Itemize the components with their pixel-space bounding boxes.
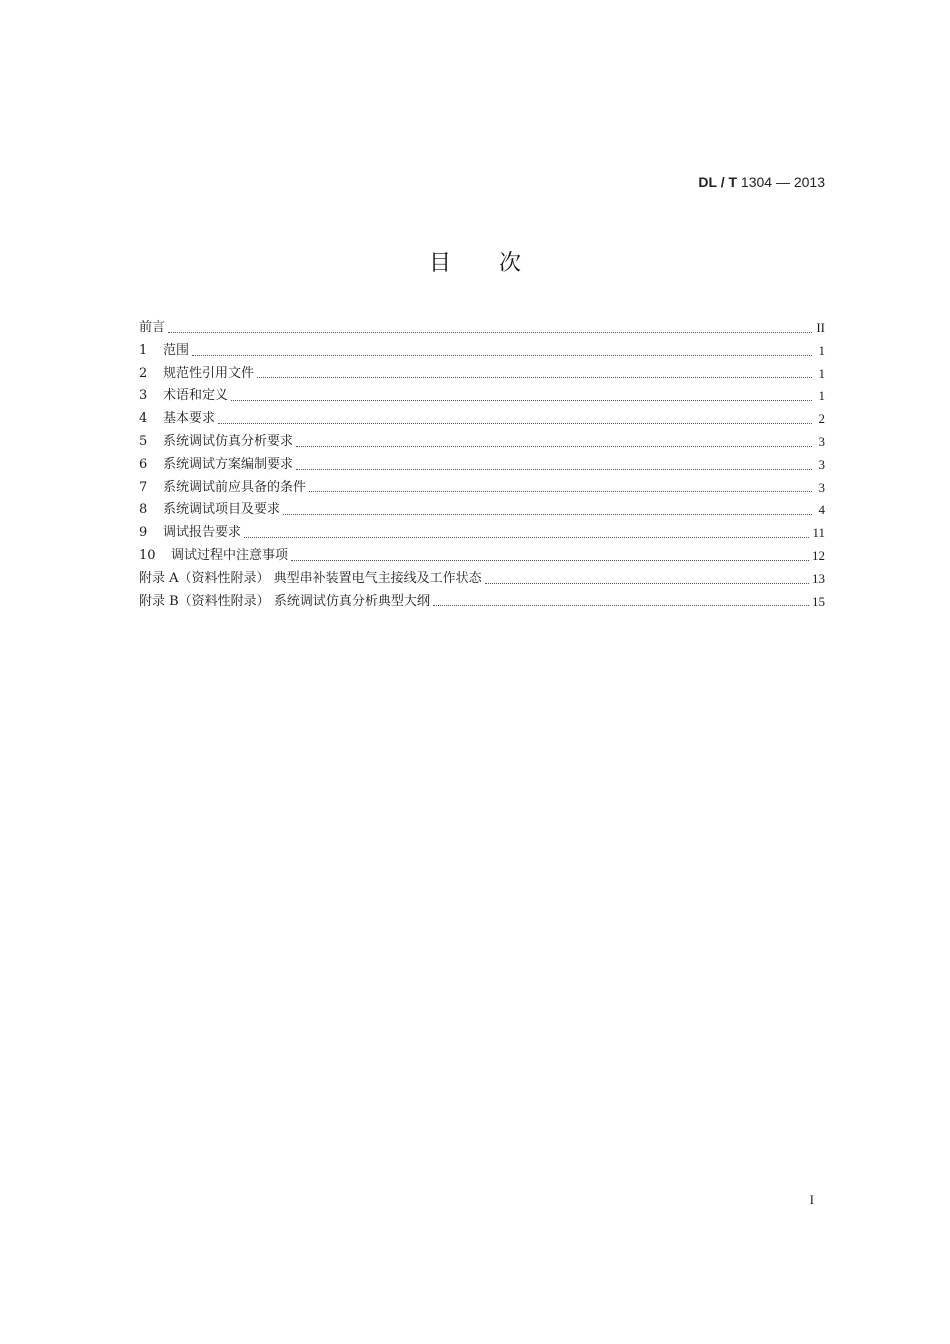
toc-entry-text: 调试报告要求 xyxy=(163,525,242,541)
toc-entry-number: 2 xyxy=(139,365,148,381)
toc-entry-number: 5 xyxy=(139,433,148,449)
standard-prefix: DL / T xyxy=(698,174,738,190)
toc-entry-text: 系统调试方案编制要求 xyxy=(163,456,294,472)
toc-entry-9[interactable] xyxy=(139,522,825,545)
toc-entry-appendix-a[interactable] xyxy=(139,568,825,591)
toc-entry-page: II xyxy=(816,320,825,335)
toc-leader-dots xyxy=(168,331,812,333)
toc-entry-number: 4 xyxy=(139,411,148,427)
toc-leader-dots xyxy=(257,376,812,378)
toc-entry-text: 术语和定义 xyxy=(163,388,229,404)
standard-number xyxy=(698,174,825,190)
table-of-contents xyxy=(139,317,825,613)
toc-entry-10[interactable] xyxy=(139,545,825,568)
toc-entry-text: 范围 xyxy=(163,342,190,358)
toc-entry-page: 11 xyxy=(812,525,825,541)
toc-entry-appendix-b[interactable] xyxy=(139,591,825,614)
toc-entry-page: 1 xyxy=(818,365,825,381)
toc-entry-4[interactable] xyxy=(139,408,825,431)
toc-entry-2[interactable] xyxy=(139,363,825,386)
toc-entry-page: 12 xyxy=(812,547,825,563)
toc-entry-number: 7 xyxy=(139,479,148,495)
toc-entry-page: 1 xyxy=(818,342,825,358)
toc-leader-dots xyxy=(218,422,812,424)
toc-entry-text: 系统调试前应具备的条件 xyxy=(163,479,307,495)
toc-entry-text: 基本要求 xyxy=(163,411,216,427)
toc-entry-text: 规范性引用文件 xyxy=(163,365,255,381)
toc-leader-dots xyxy=(309,490,812,492)
toc-entry-6[interactable] xyxy=(139,454,825,477)
standard-code: 1304 — 2013 xyxy=(740,174,825,190)
toc-entry-7[interactable] xyxy=(139,477,825,500)
toc-entry-5[interactable] xyxy=(139,431,825,454)
toc-entry-number: 6 xyxy=(139,456,148,472)
toc-entry-foreword[interactable] xyxy=(139,317,825,340)
toc-entry-page: 3 xyxy=(818,479,825,495)
toc-entry-number: 8 xyxy=(139,502,148,518)
toc-entry-page: 4 xyxy=(818,502,825,518)
toc-leader-dots xyxy=(192,354,812,356)
toc-leader-dots xyxy=(283,513,812,515)
toc-entry-page: 3 xyxy=(818,456,825,472)
page-number: I xyxy=(809,1192,814,1207)
toc-entry-3[interactable] xyxy=(139,385,825,408)
toc-entry-8[interactable] xyxy=(139,499,825,522)
toc-entry-page: 13 xyxy=(812,570,825,586)
toc-leader-dots xyxy=(296,445,812,447)
toc-entry-page: 2 xyxy=(818,411,825,427)
toc-entry-number: 9 xyxy=(139,525,148,541)
toc-entry-text: 调试过程中注意事项 xyxy=(171,547,289,563)
toc-entry-page: 15 xyxy=(812,593,825,609)
toc-title: 目次 xyxy=(428,251,569,276)
toc-entry-page: 1 xyxy=(818,388,825,404)
toc-entry-number: 10 xyxy=(139,547,156,563)
toc-entry-number: 3 xyxy=(139,388,148,404)
toc-leader-dots xyxy=(433,604,809,606)
toc-leader-dots xyxy=(244,536,809,538)
toc-entry-text: 附录 A（资料性附录） 典型串补装置电气主接线及工作状态 xyxy=(139,570,482,586)
toc-entry-1[interactable] xyxy=(139,340,825,363)
toc-leader-dots xyxy=(291,559,809,561)
toc-entry-page: 3 xyxy=(818,433,825,449)
toc-entry-text: 系统调试项目及要求 xyxy=(163,502,281,518)
toc-entry-number: 1 xyxy=(139,342,148,358)
toc-leader-dots xyxy=(296,468,812,470)
toc-entry-text: 前言 xyxy=(139,320,166,335)
toc-leader-dots xyxy=(231,399,812,401)
toc-leader-dots xyxy=(485,582,809,584)
toc-entry-text: 附录 B（资料性附录） 系统调试仿真分析典型大纲 xyxy=(139,593,430,609)
toc-entry-text: 系统调试仿真分析要求 xyxy=(163,433,294,449)
